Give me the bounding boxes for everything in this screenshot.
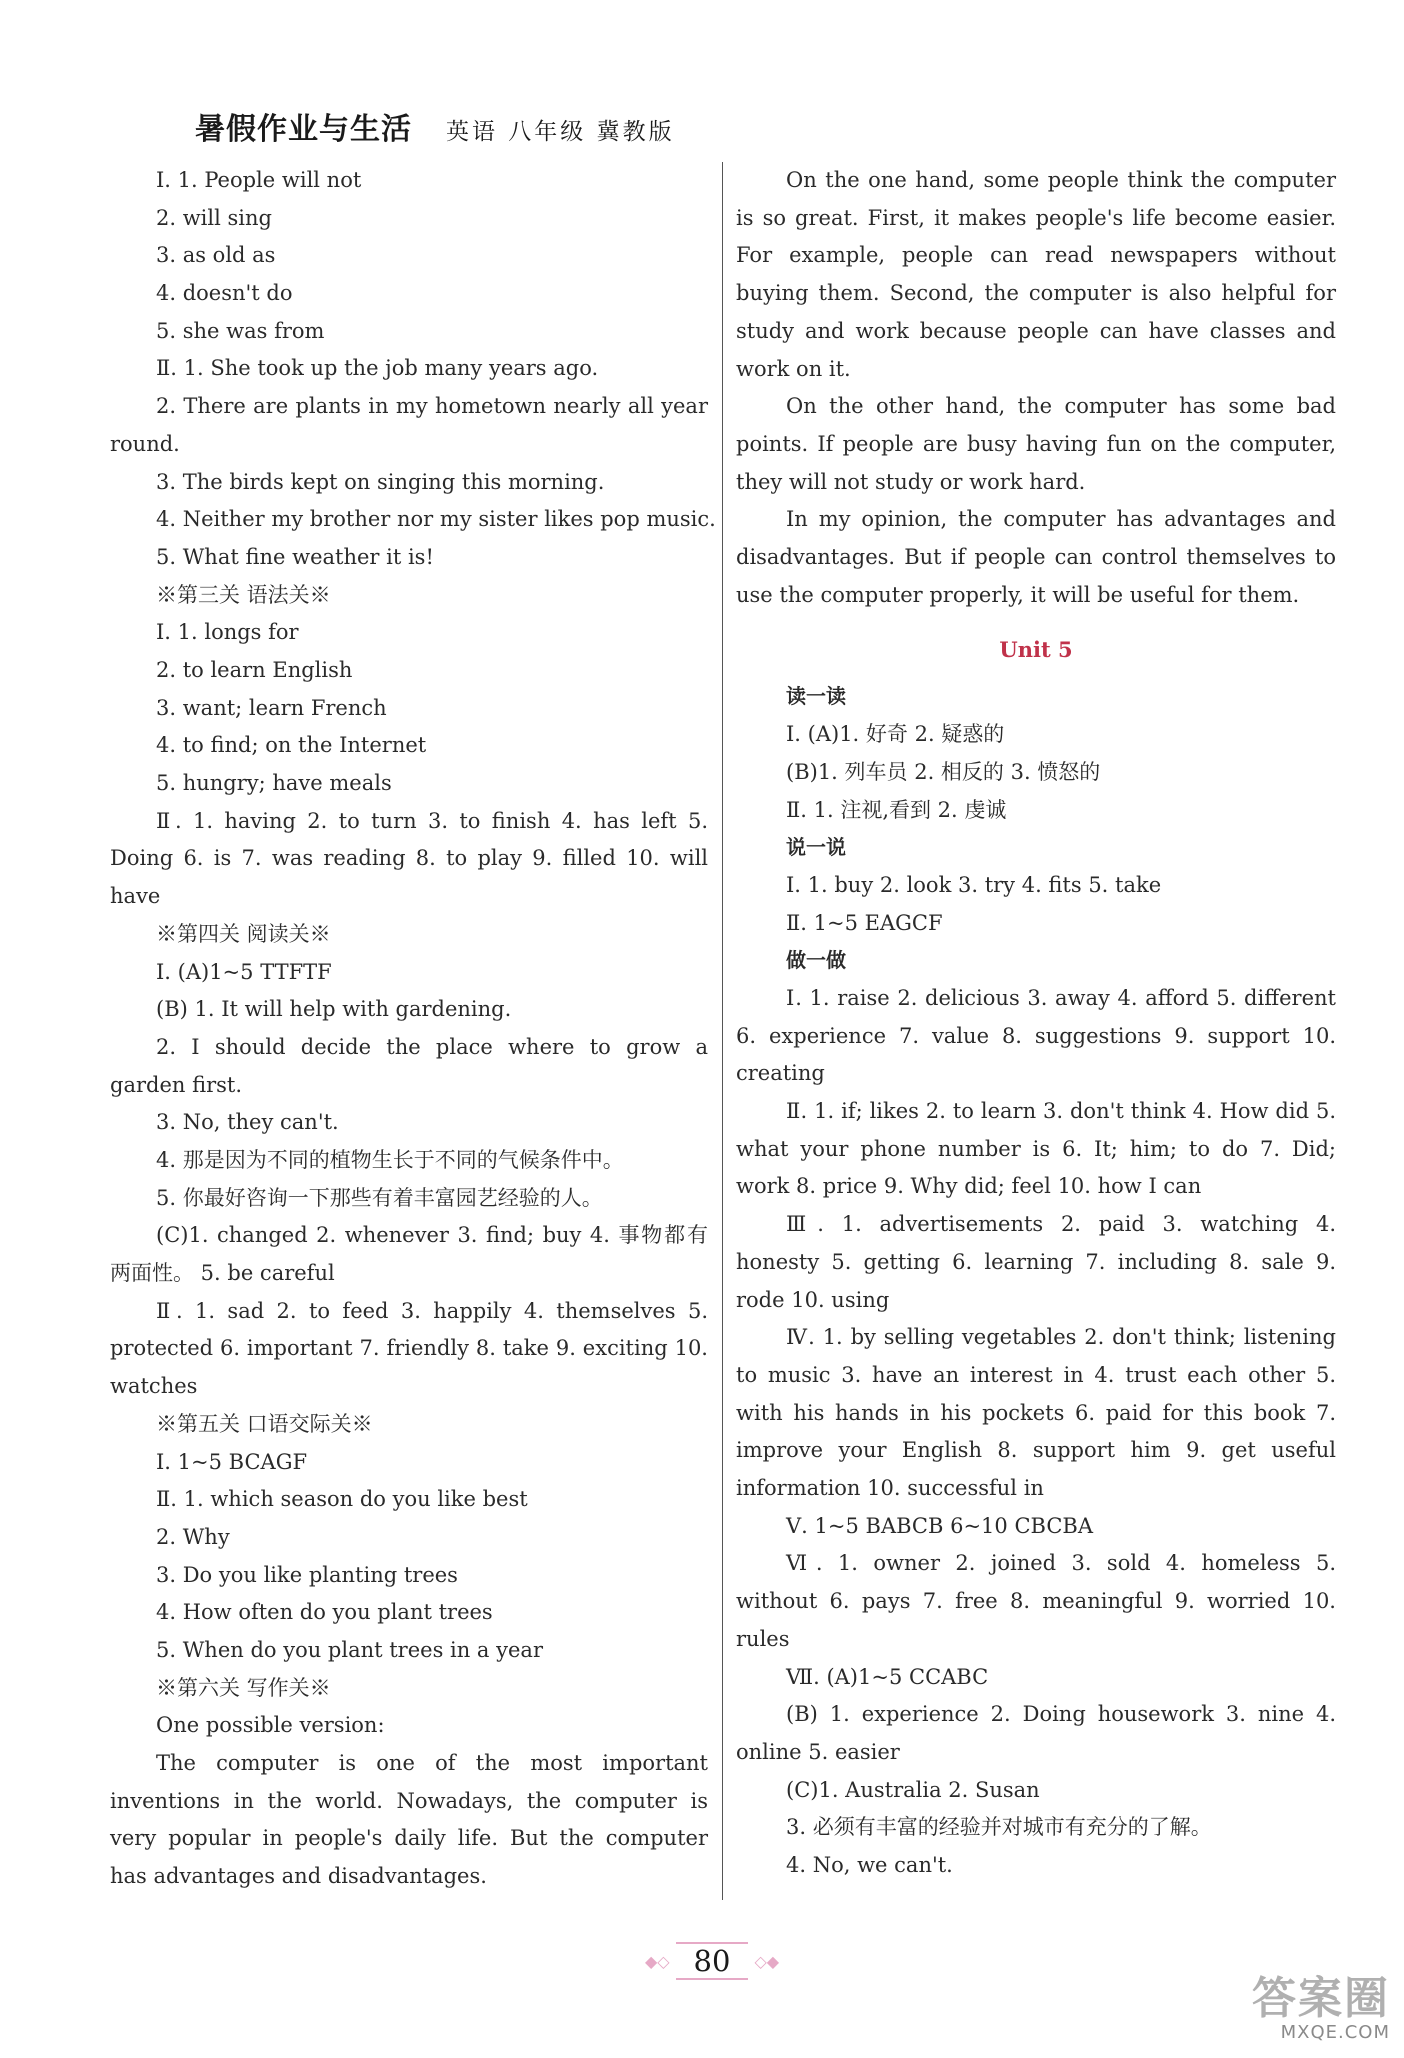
ornament-icon: ◇◆	[754, 1951, 780, 1971]
answer-line: 4. Neither my brother nor my sister likes pop music.	[156, 507, 716, 532]
answer-line: Ⅰ. 1~5 BCAGF	[156, 1449, 308, 1474]
page-number: 80	[676, 1942, 749, 1980]
answer-line: 3. 必须有丰富的经验并对城市有充分的了解。	[786, 1815, 1212, 1840]
answer-line: (B) 1. It will help with gardening.	[156, 997, 512, 1022]
section-heading: ※第三关 语法关※	[156, 582, 331, 607]
answer-line: (B)1. 列车员 2. 相反的 3. 愤怒的	[786, 759, 1101, 784]
answer-line: Ⅵ. 1. owner 2. joined 3. sold 4. homeless 5. without 6. pays 7. free 8. meaningful 9. worried 10. rules	[736, 1551, 1336, 1651]
answer-line: One possible version:	[156, 1713, 385, 1738]
answer-line: 5. hungry; have meals	[156, 771, 392, 796]
answer-line: 4. 那是因为不同的植物生长于不同的气候条件中。	[156, 1147, 624, 1172]
section-heading: ※第五关 口语交际关※	[156, 1411, 373, 1436]
answer-line: 2. There are plants in my hometown nearly all year round.	[110, 394, 708, 456]
answer-line: Ⅳ. 1. by selling vegetables 2. don't think; listening to music 3. have an interest in 4. trust each other 5. with his hands in his pockets 6. paid for this book 7. improve your English 8. support him 9. get useful information 10. successful in	[736, 1325, 1336, 1501]
answer-line: 4. to find; on the Internet	[156, 733, 427, 758]
answer-line: 5. she was from	[156, 318, 325, 343]
section-heading: ※第四关 阅读关※	[156, 921, 331, 946]
answer-line: 4. How often do you plant trees	[156, 1600, 493, 1625]
unit-title: Unit 5	[999, 637, 1073, 663]
answer-line: Ⅰ. 1. People will not	[156, 168, 362, 192]
answer-line: 2. I should decide the place where to grow a garden first.	[110, 1034, 708, 1097]
watermark-logo: 答案圈	[1252, 1973, 1390, 2024]
answer-line: Ⅰ. 1. raise 2. delicious 3. away 4. afford 5. different 6. experience 7. value 8. suggestions 9. support 10. creating	[736, 985, 1336, 1086]
answer-line: 5. What fine weather it is!	[156, 544, 434, 569]
answer-line: 2. to learn English	[156, 657, 353, 682]
answer-line: 4. doesn't do	[156, 281, 293, 306]
answer-line: 4. No, we can't.	[786, 1853, 953, 1878]
essay-paragraph: In my opinion, the computer has advantages and disadvantages. But if people can control themselves to use the computer properly, it will be useful for them.	[736, 507, 1336, 607]
answer-line: Ⅲ. 1. advertisements 2. paid 3. watching 4. honesty 5. getting 6. learning 7. including 8. sale 9. rode 10. using	[736, 1212, 1336, 1312]
answer-line: (C)1. changed 2. whenever 3. find; buy 4. 事物都有两面性。 5. be careful	[110, 1223, 708, 1286]
essay-paragraph: The computer is one of the most important inventions in the world. Nowadays, the computer is very popular in people's daily life. But the computer has advantages and disadvantages.	[110, 1751, 708, 1889]
answer-line: Ⅴ. 1~5 BABCB 6~10 CBCBA	[786, 1513, 1094, 1538]
answer-line: Ⅰ. 1. buy 2. look 3. try 4. fits 5. take	[786, 872, 1162, 897]
right-column	[736, 162, 1336, 1885]
answer-line: Ⅱ. 1. having 2. to turn 3. to finish 4. has left 5. Doing 6. is 7. was reading 8. to play 9. filled 10. will have	[110, 808, 708, 909]
answer-line: Ⅰ. 1. longs for	[156, 620, 299, 645]
subsection-heading: 做一做	[786, 948, 846, 973]
column-divider	[722, 162, 723, 1900]
answer-line: 3. as old as	[156, 243, 276, 268]
section-heading: ※第六关 写作关※	[156, 1675, 331, 1700]
book-title: 暑假作业与生活	[195, 112, 412, 147]
answer-line: 3. Do you like planting trees	[156, 1562, 458, 1587]
answer-line: Ⅰ. (A)1. 好奇 2. 疑惑的	[786, 722, 1005, 747]
answer-line: Ⅶ. (A)1~5 CCABC	[786, 1664, 989, 1689]
essay-paragraph: On the other hand, the computer has some bad points. If people are busy having fun on the computer, they will not study or work hard.	[736, 394, 1336, 494]
book-subtitle: 英语 八年级 冀教版	[446, 119, 675, 145]
answer-line: 3. No, they can't.	[156, 1110, 339, 1135]
subsection-heading: 说一说	[786, 835, 846, 860]
ornament-icon: ◆◇	[644, 1951, 670, 1971]
answer-line: 5. When do you plant trees in a year	[156, 1638, 543, 1662]
answer-line: 3. The birds kept on singing this morning.	[156, 469, 605, 494]
answer-line: Ⅰ. (A)1~5 TTFTF	[156, 959, 332, 984]
answer-line: (C)1. Australia 2. Susan	[786, 1777, 1040, 1802]
left-column	[110, 162, 716, 1896]
answer-line: Ⅱ. 1. which season do you like best	[156, 1487, 528, 1512]
answer-line: 3. want; learn French	[156, 695, 387, 720]
answer-line: Ⅱ. 1~5 EAGCF	[786, 910, 943, 935]
watermark-site: MXQE.COM	[1280, 2022, 1390, 2043]
page-footer	[612, 1936, 812, 1986]
answer-line: 2. will sing	[156, 205, 272, 230]
page-header	[195, 104, 675, 148]
answer-line: Ⅱ. 1. 注视,看到 2. 虔诚	[786, 797, 1007, 822]
subsection-heading: 读一读	[786, 684, 846, 709]
answer-line: Ⅱ. 1. if; likes 2. to learn 3. don't think 4. How did 5. what your phone number is 6. It; him; to do 7. Did; work 8. price 9. Why did; feel 10. how I can	[736, 1099, 1336, 1199]
watermark	[1160, 1973, 1390, 2046]
answer-line: Ⅱ. 1. She took up the job many years ago.	[156, 356, 599, 381]
answer-line: Ⅱ. 1. sad 2. to feed 3. happily 4. themselves 5. protected 6. important 7. friendly 8. take 9. exciting 10. watches	[110, 1298, 708, 1399]
answer-line: (B) 1. experience 2. Doing housework 3. nine 4. online 5. easier	[736, 1702, 1336, 1764]
answer-line: 2. Why	[156, 1524, 230, 1549]
essay-paragraph: On the one hand, some people think the computer is so great. First, it makes people's life become easier. For example, people can read newspapers without buying them. Second, the computer is also helpful for study and work because people can have classes and work on it.	[736, 168, 1336, 381]
answer-line: 5. 你最好咨询一下那些有着丰富园艺经验的人。	[156, 1185, 603, 1210]
